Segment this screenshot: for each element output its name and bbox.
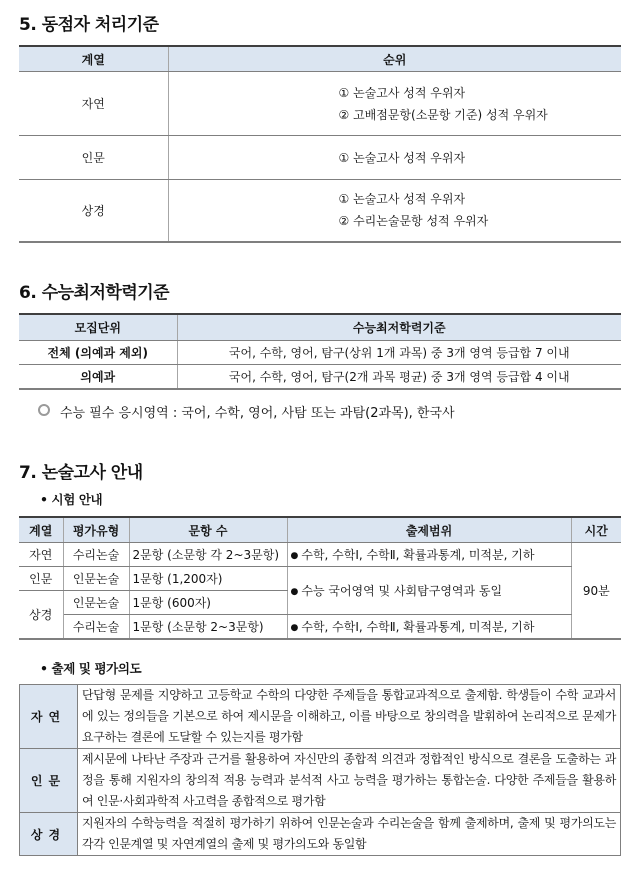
scope-cell: ● 수학, 수학Ⅰ, 수학Ⅱ, 확률과통계, 미적분, 기하: [287, 543, 571, 567]
header-track: 계열: [19, 517, 63, 543]
rank-cell: [168, 180, 621, 242]
rank-line: ② 수리논술문항 성적 우위자: [338, 214, 489, 229]
intent-text: 지원자의 수학능력을 적절히 평가하기 위하여 인문논술과 수리논술을 함께 출제하며, 출제 및 평가의도는 각각 인문계열 및 자연계열의 출제 및 평가의도와 동일함: [78, 813, 621, 856]
table-row: [20, 813, 621, 856]
header-type: 평가유형: [63, 517, 129, 543]
rank-line: ② 고배점문항(소문항 기준) 성적 우위자: [338, 107, 548, 122]
header-criteria: 수능최저학력기준: [177, 314, 621, 341]
rank-line: ① 논술고사 성적 우위자: [338, 192, 466, 207]
time-cell: 90분: [571, 543, 621, 640]
scope-cell: ● 수능 국어영역 및 사회탐구영역과 동일: [287, 567, 571, 615]
unit-cell: 전체 (의예과 제외): [19, 341, 177, 365]
table-header-row: [19, 46, 621, 72]
section-6-title: 6. 수능최저학력기준: [19, 283, 170, 303]
track-cell: 상경: [19, 180, 168, 242]
table-row: [19, 136, 621, 180]
count-cell: 1문항 (소문항 2~3문항): [129, 615, 287, 640]
csat-note-text: 수능 필수 응시영역 : 국어, 수학, 영어, 사탐 또는 과탐(2과목), 한국사: [60, 406, 455, 421]
bullet-icon: •: [40, 661, 48, 676]
bullet-icon: ●: [290, 551, 299, 561]
table-row: [20, 685, 621, 749]
intent-label: 인문: [20, 749, 78, 813]
table-row: [19, 543, 621, 567]
table-row: [19, 365, 621, 390]
intent-text: 제시문에 나타난 주장과 근거를 활용하여 자신만의 종합적 의견과 정합적인 방식으로 결론을 도출하는 과정을 통해 지원자의 창의적 적용 능력과 분석적 사고 능력을 평가하는 통합논술. 다양한 주제들을 활용하여 인문·사회과학적 사고력을 종합적으로 평가함: [78, 749, 621, 813]
table-header-row: [19, 314, 621, 341]
header-unit: 모집단위: [19, 314, 177, 341]
exam-subtitle: • 시험 안내: [40, 492, 103, 507]
rank-line: ① 논술고사 성적 우위자: [338, 150, 466, 165]
header-time: 시간: [571, 517, 621, 543]
type-cell: 인문논술: [63, 591, 129, 615]
track-cell: 자연: [19, 72, 168, 136]
track-cell: 자연: [19, 543, 63, 567]
circle-bullet-icon: [38, 404, 50, 416]
bullet-icon: ●: [290, 623, 299, 633]
criteria-cell: 국어, 수학, 영어, 탐구(2개 과목 평균) 중 3개 영역 등급합 4 이내: [177, 365, 621, 390]
unit-cell: 의예과: [19, 365, 177, 390]
track-cell: 인문: [19, 136, 168, 180]
tiebreak-table: [19, 45, 621, 243]
rank-line: ① 논술고사 성적 우위자: [338, 85, 466, 100]
intent-label: 상경: [20, 813, 78, 856]
type-cell: 인문논술: [63, 567, 129, 591]
rank-cell: [168, 136, 621, 180]
bullet-icon: •: [40, 492, 48, 507]
count-cell: 1문항 (600자): [129, 591, 287, 615]
type-cell: 수리논술: [63, 615, 129, 640]
header-track: 계열: [19, 46, 168, 72]
count-cell: 1문항 (1,200자): [129, 567, 287, 591]
type-cell: 수리논술: [63, 543, 129, 567]
rank-cell: [168, 72, 621, 136]
bullet-icon: ●: [290, 587, 299, 597]
header-count: 문항 수: [129, 517, 287, 543]
intent-text: 단답형 문제를 지양하고 고등학교 수학의 다양한 주제들을 통합교과적으로 출제함. 학생들이 수학 교과서에 있는 정의들을 기본으로 하여 제시문을 이해하고, 이를 바탕으로 창의력을 발휘하여 논리적으로 문제가 요구하는 결론에 도달할 수 있는지를 평가함: [78, 685, 621, 749]
track-cell: 상경: [19, 591, 63, 640]
table-header-row: [19, 517, 621, 543]
table-row: [20, 749, 621, 813]
track-cell: 인문: [19, 567, 63, 591]
table-row: [19, 341, 621, 365]
header-rank: 순위: [168, 46, 621, 72]
intent-label: 자연: [20, 685, 78, 749]
exam-table: [19, 516, 621, 640]
table-row: [19, 180, 621, 242]
section-5-title: 5. 동점자 처리기준: [19, 15, 159, 35]
csat-minimum-table: [19, 313, 621, 390]
table-row: [19, 567, 621, 591]
csat-note: [38, 402, 455, 421]
table-row: [19, 72, 621, 136]
scope-cell: ● 수학, 수학Ⅰ, 수학Ⅱ, 확률과통계, 미적분, 기하: [287, 615, 571, 640]
section-7-title: 7. 논술고사 안내: [19, 463, 143, 483]
criteria-cell: 국어, 수학, 영어, 탐구(상위 1개 과목) 중 3개 영역 등급합 7 이내: [177, 341, 621, 365]
header-scope: 출제범위: [287, 517, 571, 543]
table-row: [19, 615, 621, 640]
intent-subtitle: • 출제 및 평가의도: [40, 661, 142, 676]
intent-table: [19, 684, 621, 856]
count-cell: 2문항 (소문항 각 2~3문항): [129, 543, 287, 567]
